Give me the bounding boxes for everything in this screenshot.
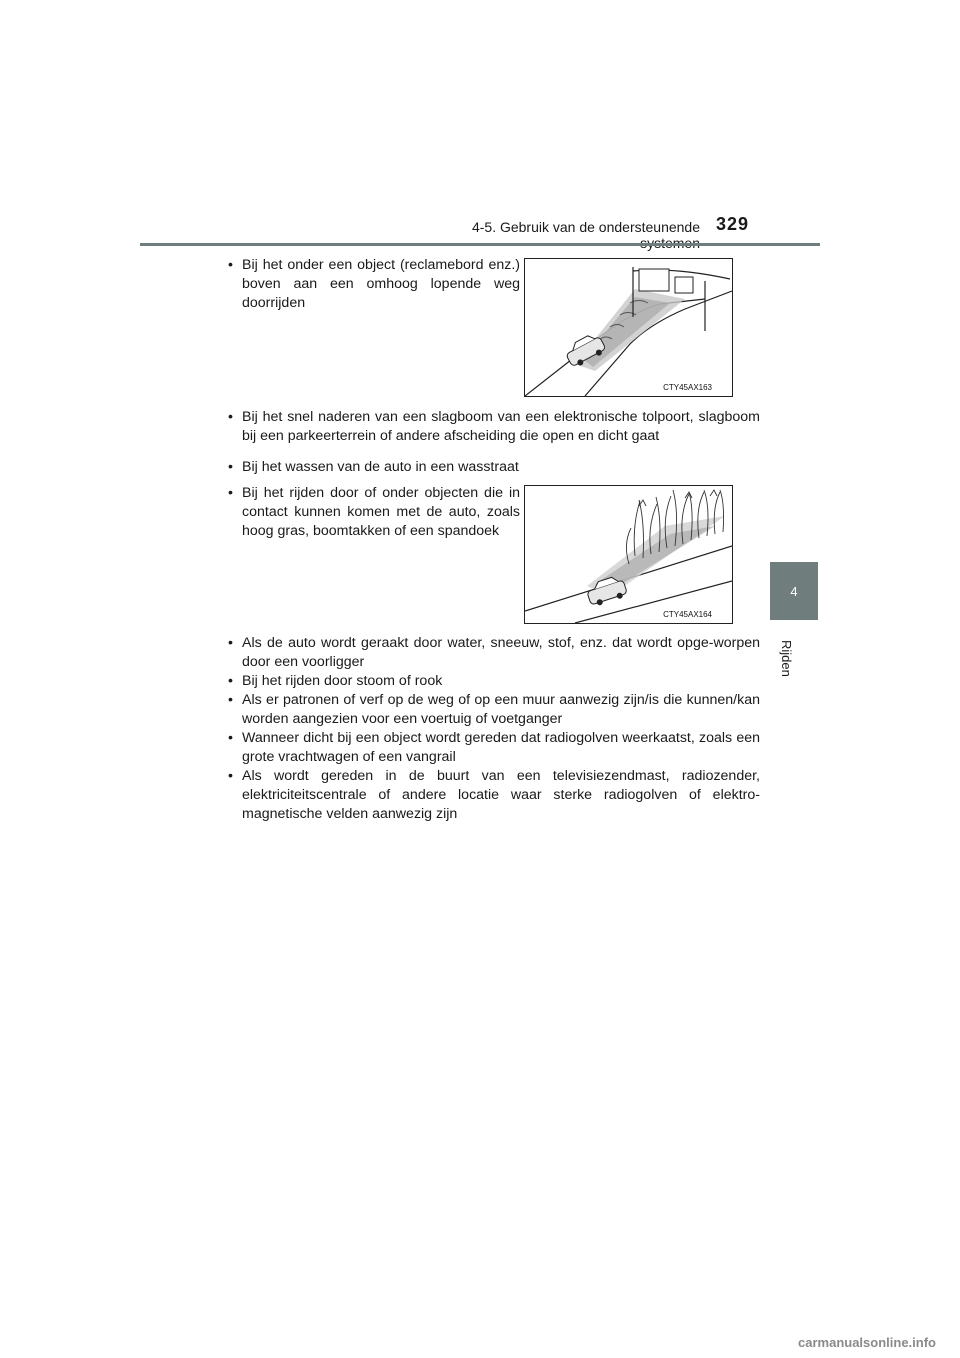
chapter-label: Rijden (779, 640, 794, 677)
illustration-billboard (524, 258, 733, 397)
bullet-text: Bij het wassen van de auto in een wasstraat (242, 459, 519, 475)
figure-code: CTY45AX163 (663, 383, 712, 392)
bullet-text: Bij het snel naderen van een slagboom van een elektronische tolpoort, slagboom bij een parkeerterrein of andere afscheiding die open en dicht gaat (242, 409, 760, 444)
section-title: 4-5. Gebruik van de ondersteunende (471, 219, 700, 235)
bullet-item (228, 729, 760, 767)
bullet-text: Bij het onder een object (reclamebord enz.) boven aan een omhoog lopende weg doorrijden (242, 257, 520, 311)
illustration-tall-grass (524, 485, 733, 624)
bullet-text: Bij het rijden door of onder objecten die in contact kunnen komen met de auto, zoals hoog gras, boomtakken of een spandoek (242, 485, 520, 539)
bullet-item (228, 634, 760, 672)
bullet-dot: • (228, 635, 233, 651)
bullet-dot: • (228, 768, 233, 784)
bullet-item (228, 691, 760, 729)
bullet-dot: • (228, 692, 233, 708)
bullet-dot: • (228, 673, 233, 689)
bullet-text: Bij het rijden door stoom of rook (242, 673, 443, 689)
bullet-dot: • (228, 485, 233, 501)
bullet-text: Als wordt gereden in de buurt van een televisiezendmast, radiozender, elektriciteitscentrale of andere locatie waar sterke radiogolven of elektro-magnetische velden aanwezig zijn (242, 768, 760, 822)
bullet-dot: • (228, 730, 233, 746)
bullet-item (228, 458, 760, 477)
bullet-dot: • (228, 409, 233, 425)
bullet-item (228, 672, 760, 691)
chapter-tab (770, 562, 818, 620)
bullet-item (228, 767, 760, 824)
chapter-number: 4 (790, 583, 798, 599)
bullet-item (228, 408, 760, 446)
figure-code: CTY45AX164 (663, 610, 712, 619)
bullet-text: Als de auto wordt geraakt door water, sneeuw, stof, enz. dat wordt opge-worpen door een voorligger (242, 635, 760, 670)
billboard-road-drawing (525, 259, 732, 396)
header-rule (140, 243, 820, 246)
bullet-text: Wanneer dicht bij een object wordt gereden dat radiogolven weerkaatst, zoals een grote vrachtwagen of een vangrail (242, 730, 760, 765)
bullet-dot: • (228, 459, 233, 475)
watermark: carmanualsonline.info (798, 1335, 936, 1350)
grass-road-drawing (525, 486, 732, 623)
bullet-item (228, 256, 520, 313)
bullet-text: Als er patronen of verf op de weg of op een muur aanwezig zijn/is die kunnen/kan worden aangezien voor een voertuig of voetganger (242, 692, 760, 727)
bullet-item (228, 484, 520, 541)
bullet-dot: • (228, 257, 233, 273)
page-number: 329 (716, 214, 750, 234)
